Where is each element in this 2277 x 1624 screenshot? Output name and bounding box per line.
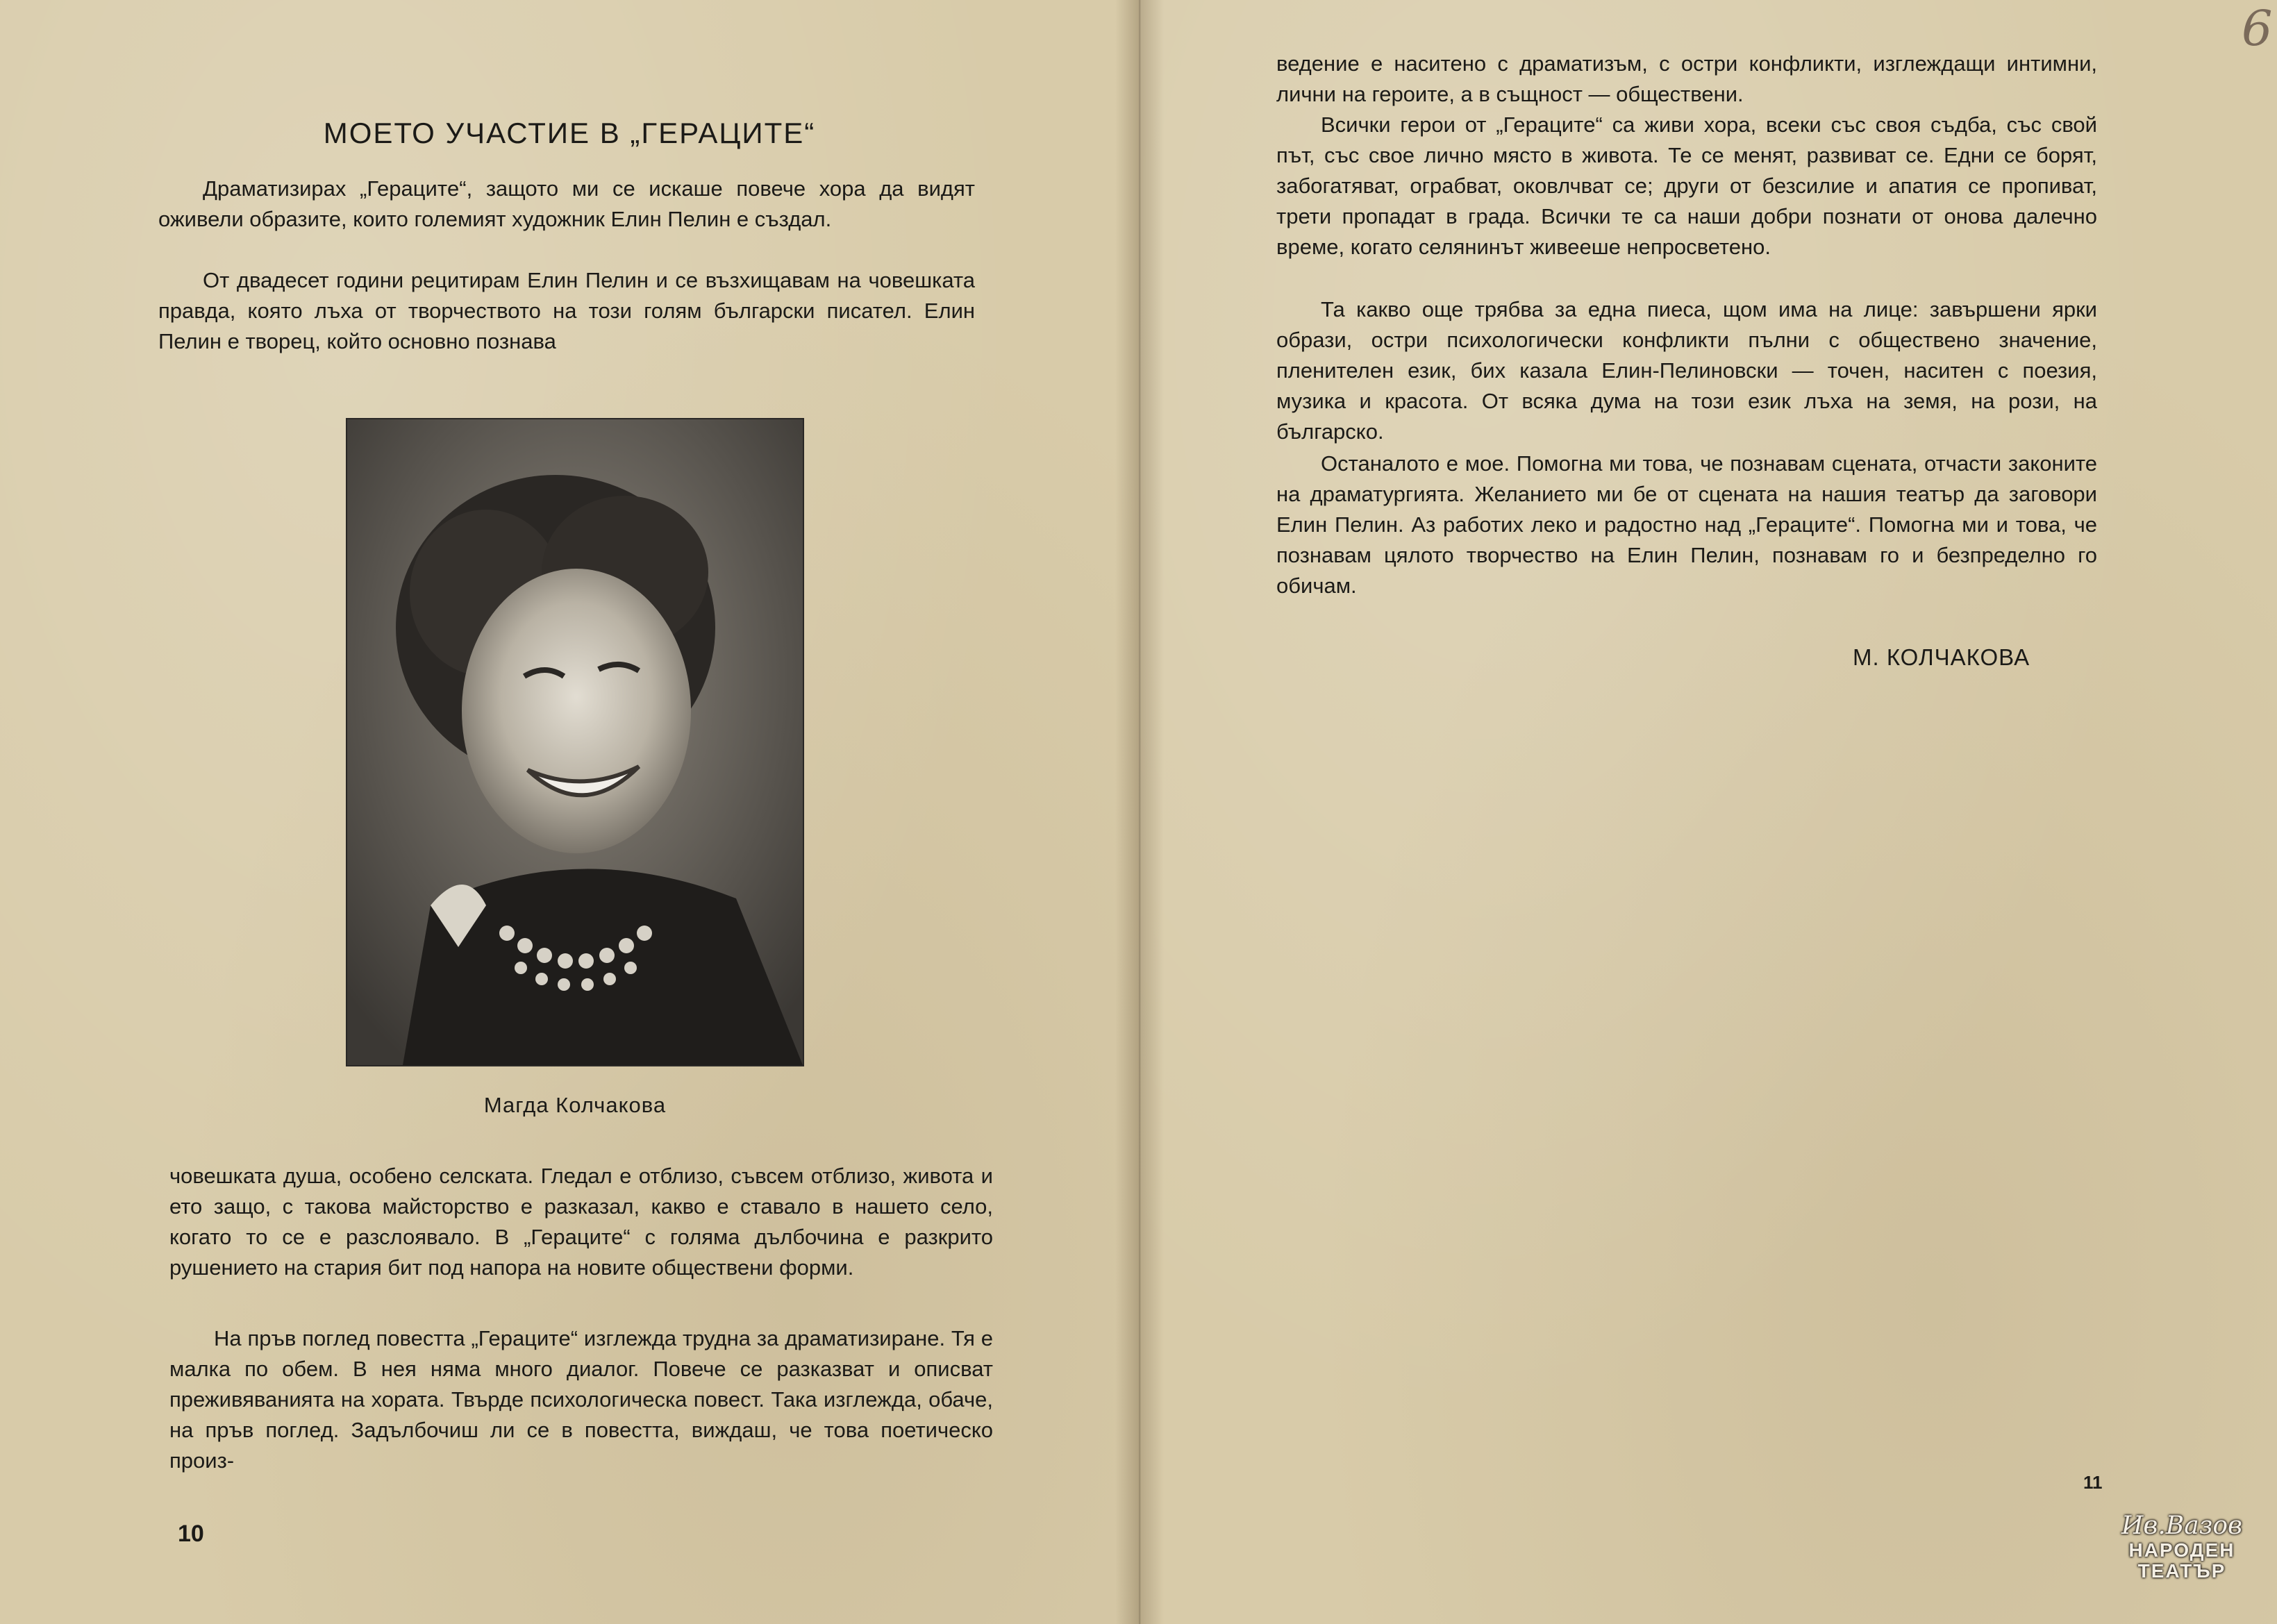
left-paragraph-4: На пръв поглед повестта „Герацитe“ изглежда трудна за драматизиране. Тя е малка по обем. В нея няма много диалог. Повече се разказват и описват преживяванията на хората. Твърде психологическа повест. Така изглежда, обаче, на пръв поглед. Задълбочиш ли се в повестта, виждаш, че това поетическо произ- <box>169 1326 993 1473</box>
theatre-stamp-logo <box>2119 1512 2244 1602</box>
right-paragraph-1: ведение е наситено с драматизъм, с остри конфликти, изглеждащи интимни, лични на героите, а в същност — обществени. <box>1276 51 2097 106</box>
author-signature: М. КОЛЧАКОВА <box>1853 644 2030 670</box>
article-title: МОЕТО УЧАСТИЕ В „ГЕРАЦИТЕ“ <box>323 117 816 150</box>
portrait-photo <box>347 419 803 1065</box>
right-paragraph-4: Останалото е мое. Помогна ми това, че познавам сцената, отчасти законите на драматургията. Желанието ми бе от сцената на нашия театър да заговори Елин Пелин. Аз работих леко и радостно над „Герацитe“. Помогна ми и това, че познавам цялото творчество на Елин Пелин, познавам го и безпределно го обичам. <box>1276 451 2097 598</box>
page-number-left: 10 <box>178 1521 204 1547</box>
left-paragraph-1: Драматизирах „Герацитe“, защото ми се искаше повече хора да видят оживели образите, които големият художник Елин Пелин е създал. <box>158 176 975 231</box>
stamp-script: Ив.Вазов <box>2121 1512 2242 1540</box>
stamp-line-1: НАРОДЕН <box>2128 1539 2235 1561</box>
left-paragraph-3: човешката душа, особено селската. Гледал е отблизо, съвсем отблизо, живота и ето защо, с такова майсторство е разказал, какво е ставало в нашето село, когато то се е разслоявало. В „Герацитe“ с голяма дълбочина е разкрито рушението на стария бит под напора на новите обществени форми. <box>169 1164 993 1280</box>
page-number-right: 11 <box>2083 1472 2103 1493</box>
right-paragraph-2: Всички герои от „Герацитe“ са живи хора, всеки със своя съдба, със свой път, със свое лично място в живота. Те се менят, развиват се. Едни се борят, забогатяват, ограбват, оковлчват се; други от безсилие и апатия се пропиват, трети пропадат в града. Всички те са наши добри познати от онова далечно време, когато селянинът живееше непросветено. <box>1276 112 2097 259</box>
book-gutter <box>1115 0 1164 1624</box>
right-paragraph-3: Та какво още трябва за една пиеса, щом има на лице: завършени ярки образи, остри психологически конфликти пълни с обществено значение, пленителен език, бих казала Елин-Пелиновски — точен, наситен с поезия, музика и красота. От всяка дума на този език лъха на земя, на рози, на българско. <box>1276 297 2097 444</box>
stamp-line-2: ТЕАТЪР <box>2137 1560 2226 1582</box>
photo-caption: Магда Колчакова <box>483 1093 667 1117</box>
pencil-page-mark: 6 <box>2242 0 2273 57</box>
left-paragraph-2: От двадесет години рецитирам Елин Пелин и се възхищавам на човешката правда, която лъха от творчеството на този голям български писател. Елин Пелин е творец, който основно познава <box>158 268 975 353</box>
portrait-illustration <box>347 419 803 1065</box>
